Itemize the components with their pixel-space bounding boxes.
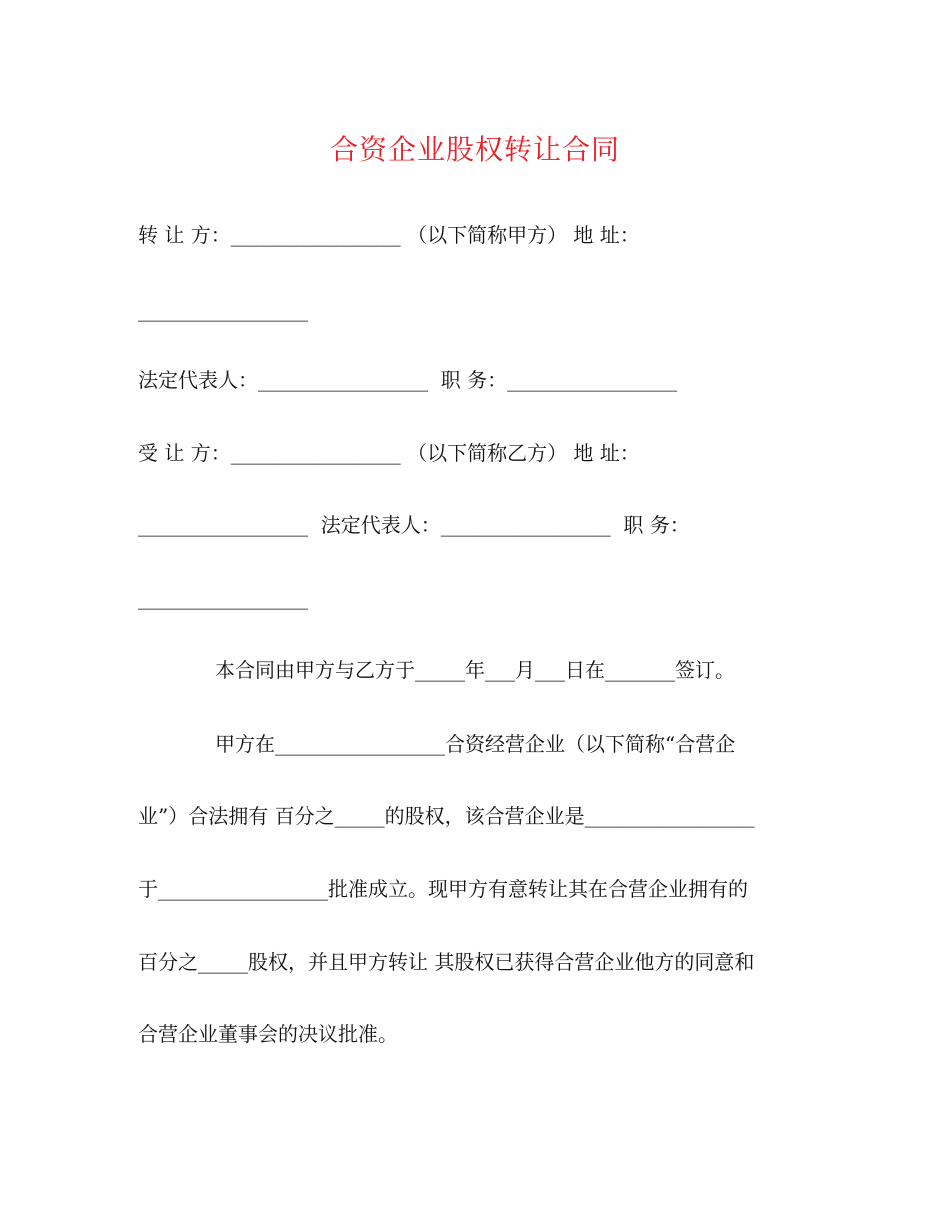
equity-paragraph-line-5: 合营企业董事会的决议批准。 [138,1022,398,1046]
equity-paragraph-line-2: 业”）合法拥有 百分之_____的股权，该合营企业是_________________ [138,804,755,828]
equity-paragraph-line-4: 百分之_____股权，并且甲方转让 其股权已获得合营企业他方的同意和 [138,950,755,974]
transferee-position-blank: _________________ [138,586,308,610]
equity-paragraph-line-3: 于_________________批准成立。现甲方有意转让其在合营企业拥有的 [138,877,748,901]
transferor-address-blank: _________________ [138,298,308,322]
transferor-representative-line: 法定代表人：_________________ 职 务：_________________ [138,368,678,392]
transferor-line: 转 让 方：_________________ （以下简称甲方） 地 址： [138,223,640,247]
document-title: 合资企业股权转让合同 [329,133,620,166]
transferee-line: 受 让 方：_________________ （以下简称乙方） 地 址： [138,441,640,465]
transferee-address-representative-line: _________________ 法定代表人：_________________ 职 务： [138,513,690,537]
equity-paragraph-line-1: 甲方在_________________合资经营企业（以下简称“合营企 [215,732,736,756]
contract-date-paragraph: 本合同由甲方与乙方于_____年___月___日在_______签订。 [215,658,735,682]
